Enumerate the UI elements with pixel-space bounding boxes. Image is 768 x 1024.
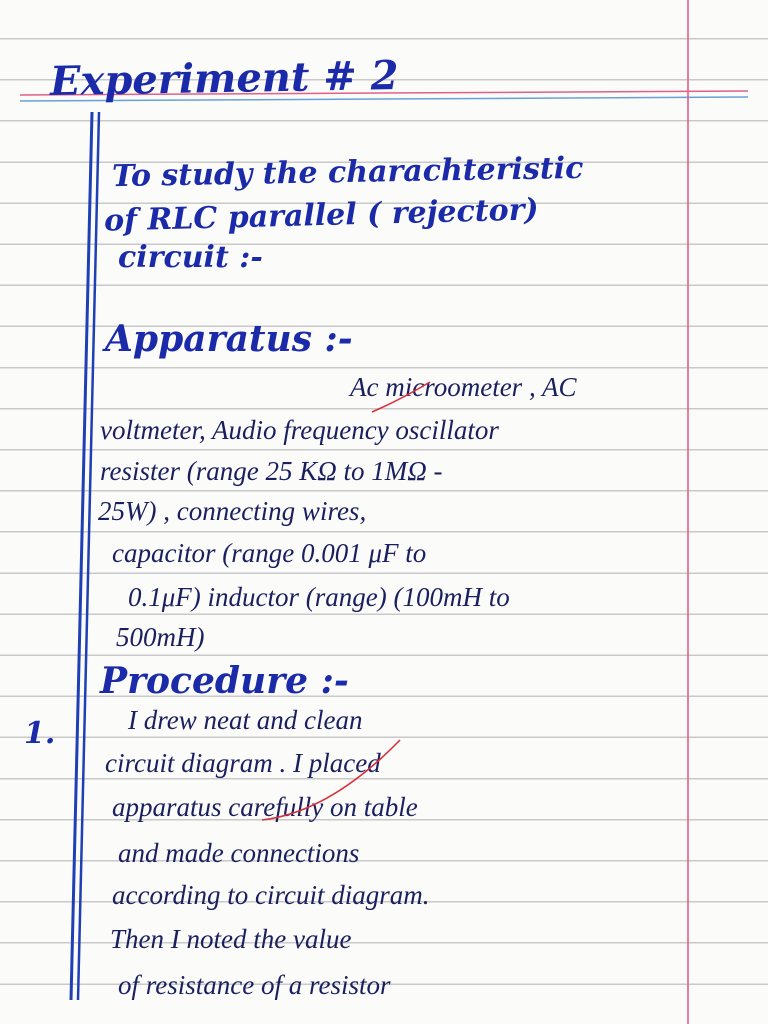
apparatus-heading: Apparatus :- [105, 318, 353, 360]
procedure-line-4: and made connections [118, 838, 360, 868]
procedure-line-6: Then I noted the value [110, 924, 352, 954]
red-tick-mark-2 [262, 740, 400, 820]
procedure-line-5: according to circuit diagram. [112, 880, 430, 910]
apparatus-line-7: 500mH) [116, 622, 205, 652]
red-tick-mark-1 [372, 382, 430, 412]
procedure-line-7: of resistance of a resistor [118, 970, 391, 1000]
apparatus-line-1: Ac microometer , AC [350, 372, 577, 402]
procedure-line-1: I drew neat and clean [128, 705, 363, 735]
aim-line-3: circuit :- [118, 240, 263, 275]
procedure-line-2: circuit diagram . I placed [105, 748, 381, 778]
step-number: 1. [24, 716, 56, 751]
aim-line-1: To study the charachteristic [111, 150, 584, 195]
apparatus-line-3: resister (range 25 KΩ to 1MΩ - [100, 456, 443, 486]
aim-line-2: of RLC parallel ( rejector) [103, 192, 540, 239]
apparatus-line-2: voltmeter, Audio frequency oscillator [100, 415, 499, 445]
apparatus-line-4: 25W) , connecting wires, [98, 496, 367, 526]
procedure-heading: Procedure :- [100, 660, 349, 702]
page-title: Experiment # 2 [49, 51, 399, 106]
apparatus-line-5: capacitor (range 0.001 μF to [112, 538, 427, 568]
apparatus-line-6: 0.1μF) inductor (range) (100mH to [128, 582, 510, 612]
procedure-line-3: apparatus carefully on table [112, 792, 418, 822]
